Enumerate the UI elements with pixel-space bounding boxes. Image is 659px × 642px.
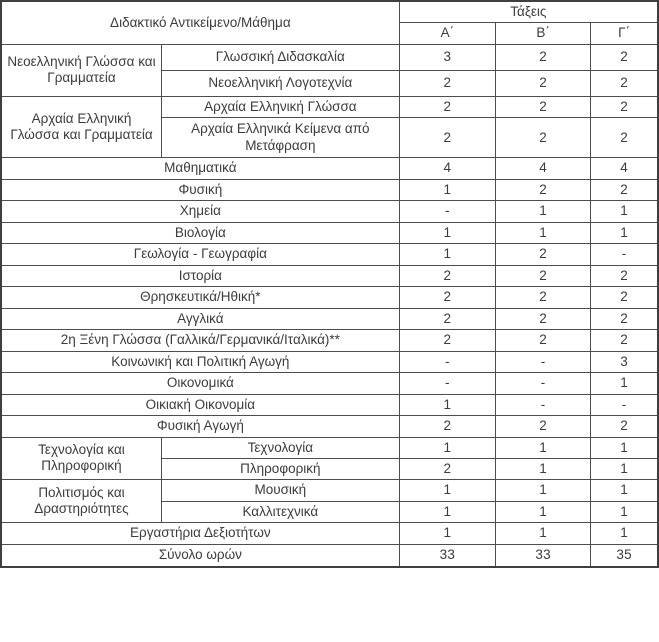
hours-cell: 2 — [495, 44, 590, 70]
hours-cell: 1 — [399, 222, 495, 243]
hours-cell: 1 — [495, 523, 590, 544]
hours-cell: 2 — [495, 70, 590, 96]
hours-cell: 2 — [399, 416, 495, 437]
subject-cell: Οικονομικά — [1, 373, 399, 394]
hours-cell: 1 — [591, 523, 658, 544]
subject-cell: Γλωσσική Διδασκαλία — [161, 44, 399, 70]
hours-cell: 2 — [591, 96, 658, 117]
table-row — [1, 222, 658, 243]
table-row — [1, 416, 658, 437]
subject-cell: Βιολογία — [1, 222, 399, 243]
hours-cell: 3 — [399, 44, 495, 70]
hours-cell: 1 — [591, 501, 658, 522]
hours-cell: 2 — [591, 44, 658, 70]
class-a-header: Α΄ — [399, 23, 495, 44]
table-row — [1, 373, 658, 394]
hours-cell: 2 — [495, 179, 590, 200]
table-row — [1, 330, 658, 351]
hours-cell: 2 — [591, 330, 658, 351]
subject-cell: Ιστορία — [1, 265, 399, 286]
hours-cell: 1 — [495, 458, 590, 479]
hours-cell: 1 — [399, 437, 495, 458]
subject-cell: Κοινωνική και Πολιτική Αγωγή — [1, 351, 399, 372]
table-row — [1, 394, 658, 415]
total-hours-cell: 33 — [495, 544, 590, 567]
table-row — [1, 265, 658, 286]
hours-cell: 2 — [495, 416, 590, 437]
subject-cell: Μαθηματικά — [1, 158, 399, 179]
total-hours-cell: 33 — [399, 544, 495, 567]
subject-column-header: Διδακτικό Αντικείμενο/Μάθημα — [1, 1, 399, 44]
hours-cell: 1 — [399, 523, 495, 544]
table-row — [1, 287, 658, 308]
subject-cell: Φυσική Αγωγή — [1, 416, 399, 437]
hours-cell: - — [495, 351, 590, 372]
subject-cell: Θρησκευτικά/Ηθική* — [1, 287, 399, 308]
totals-row — [1, 544, 658, 567]
hours-cell: 1 — [591, 201, 658, 222]
group-cell: Τεχνολογία και Πληροφορική — [1, 437, 161, 480]
hours-cell: - — [591, 394, 658, 415]
totals-label-cell: Σύνολο ωρών — [1, 544, 399, 567]
hours-cell: 2 — [591, 416, 658, 437]
hours-cell: 1 — [399, 501, 495, 522]
subject-cell: Νεοελληνική Λογοτεχνία — [161, 70, 399, 96]
group-cell: Πολιτισμός και Δραστηριότητες — [1, 480, 161, 523]
hours-cell: 2 — [399, 458, 495, 479]
hours-cell: 2 — [399, 330, 495, 351]
subject-cell: Αγγλικά — [1, 308, 399, 329]
hours-cell: 1 — [495, 480, 590, 501]
table-row — [1, 437, 658, 458]
table-row — [1, 201, 658, 222]
hours-cell: 2 — [591, 265, 658, 286]
table-row — [1, 523, 658, 544]
table-row — [1, 351, 658, 372]
hours-cell: 1 — [591, 437, 658, 458]
hours-cell: 2 — [495, 244, 590, 265]
hours-cell: 1 — [399, 179, 495, 200]
hours-cell: 1 — [495, 501, 590, 522]
hours-cell: 2 — [495, 330, 590, 351]
hours-cell: 2 — [591, 287, 658, 308]
hours-cell: 2 — [399, 118, 495, 158]
subject-cell: Καλλιτεχνικά — [161, 501, 399, 522]
hours-cell: 4 — [591, 158, 658, 179]
group-cell: Αρχαία Ελληνική Γλώσσα και Γραμματεία — [1, 96, 161, 157]
hours-cell: 2 — [495, 287, 590, 308]
hours-cell: 2 — [495, 96, 590, 117]
hours-cell: 2 — [399, 308, 495, 329]
hours-cell: 1 — [591, 373, 658, 394]
hours-cell: - — [495, 394, 590, 415]
hours-cell: - — [399, 351, 495, 372]
hours-cell: 2 — [399, 265, 495, 286]
hours-cell: 2 — [399, 287, 495, 308]
hours-cell: 1 — [399, 244, 495, 265]
table-row — [1, 158, 658, 179]
group-cell: Νεοελληνική Γλώσσα και Γραμματεία — [1, 44, 161, 96]
class-c-header: Γ΄ — [591, 23, 658, 44]
subject-cell: Αρχαία Ελληνική Γλώσσα — [161, 96, 399, 117]
hours-cell: 1 — [399, 480, 495, 501]
subject-cell: Οικιακή Οικονομία — [1, 394, 399, 415]
table-row — [1, 44, 658, 70]
hours-cell: 2 — [495, 308, 590, 329]
class-b-header: Β΄ — [495, 23, 590, 44]
table-header-row-1 — [1, 1, 658, 23]
hours-cell: 1 — [495, 201, 590, 222]
subject-cell: Φυσική — [1, 179, 399, 200]
classes-group-header: Τάξεις — [399, 1, 658, 23]
subject-cell: Γεωλογία - Γεωγραφία — [1, 244, 399, 265]
hours-cell: 1 — [399, 394, 495, 415]
hours-cell: - — [399, 373, 495, 394]
hours-cell: 1 — [591, 222, 658, 243]
hours-cell: 2 — [591, 118, 658, 158]
hours-cell: 1 — [591, 480, 658, 501]
hours-cell: - — [399, 201, 495, 222]
table-row — [1, 480, 658, 501]
hours-cell: 2 — [591, 308, 658, 329]
hours-cell: - — [591, 244, 658, 265]
subject-cell: Τεχνολογία — [161, 437, 399, 458]
hours-cell: 3 — [591, 351, 658, 372]
hours-cell: 2 — [399, 70, 495, 96]
table-row — [1, 179, 658, 200]
total-hours-cell: 35 — [591, 544, 658, 567]
hours-cell: 2 — [495, 118, 590, 158]
table-row — [1, 244, 658, 265]
subject-cell: 2η Ξένη Γλώσσα (Γαλλικά/Γερμανικά/Ιταλικά)** — [1, 330, 399, 351]
subject-cell: Μουσική — [161, 480, 399, 501]
hours-cell: 2 — [495, 265, 590, 286]
hours-cell: 4 — [495, 158, 590, 179]
hours-cell: 4 — [399, 158, 495, 179]
hours-cell: 1 — [591, 458, 658, 479]
table-row — [1, 96, 658, 117]
subject-cell: Χημεία — [1, 201, 399, 222]
subject-cell: Πληροφορική — [161, 458, 399, 479]
hours-cell: 2 — [591, 179, 658, 200]
subject-cell: Εργαστήρια Δεξιοτήτων — [1, 523, 399, 544]
table-row — [1, 308, 658, 329]
hours-cell: 1 — [495, 437, 590, 458]
hours-cell: 2 — [399, 96, 495, 117]
hours-cell: 2 — [591, 70, 658, 96]
hours-cell: - — [495, 373, 590, 394]
subject-cell: Αρχαία Ελληνικά Κείμενα από Μετάφραση — [161, 118, 399, 158]
hours-cell: 1 — [495, 222, 590, 243]
